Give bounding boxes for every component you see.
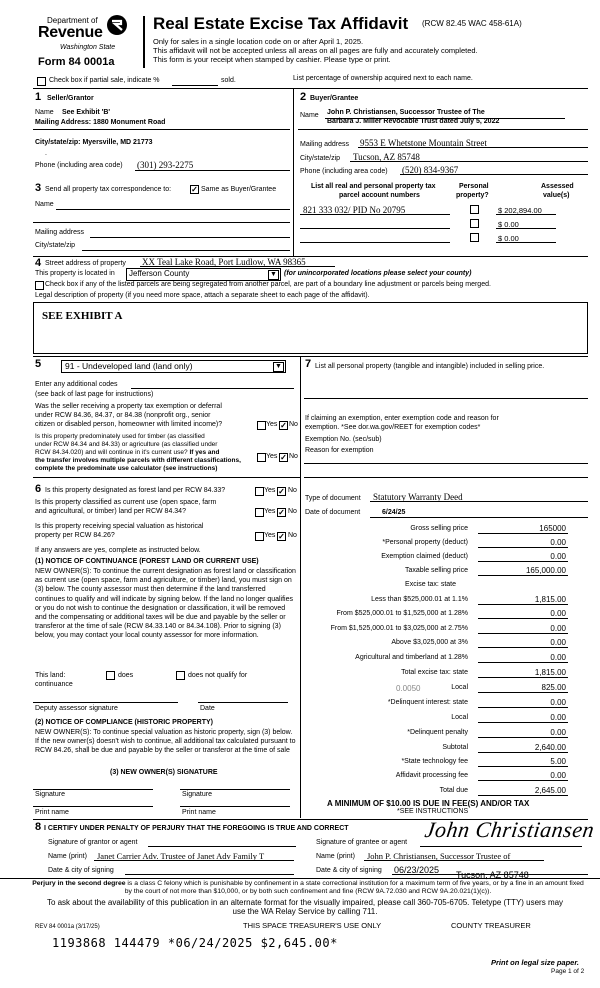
tax-value-taxable[interactable]: 165,000.00 — [525, 566, 566, 575]
s6-q2-a: Is this property classified as current use (open space, farm — [35, 499, 217, 506]
tax-value-line — [478, 795, 568, 796]
section-6-number: 6 — [35, 483, 42, 495]
deputy-label: Deputy assessor signature — [35, 705, 118, 712]
sec3-name-line — [56, 209, 290, 210]
notice-2-body: NEW OWNER(S): To continue special valuation as historic property, sign (3) below. If the new owner(s) doesn't wish to continue, all additional tax calculated pursuant to RCW 84.26, shall be due and payable by the seller or transferor at the time of sale — [35, 729, 296, 755]
buyer-phone[interactable]: (520) 834-9367 — [402, 165, 459, 175]
header-line-2: This affidavit will not be accepted unless all areas on all pages are fully and accurately completed. — [153, 46, 478, 55]
sig-line-1 — [33, 789, 153, 790]
grantee-city[interactable]: Tucson, AZ 85748 — [456, 870, 529, 880]
tax-value-line — [478, 692, 568, 693]
buyer-phone-line — [400, 174, 588, 175]
buyer-name-2[interactable]: Barbara J. Miller Revocable Trust dated July 5, 2022 — [327, 118, 500, 125]
sig-label-2: Signature — [182, 791, 212, 798]
header-divider — [143, 16, 145, 68]
tax-label-taxable: Taxable selling price — [404, 567, 468, 574]
tax-value-line — [478, 618, 568, 619]
state-label: Washington State — [60, 44, 116, 51]
tax-value-line — [478, 647, 568, 648]
buyer-mail-label: Mailing address — [300, 141, 350, 148]
name-print-label-2: Name (print) — [316, 853, 355, 860]
tax-value-subtotal[interactable]: 2,640.00 — [534, 743, 566, 752]
tax-label-personal: *Personal property (deduct) — [382, 539, 468, 546]
buyer-name-line-2 — [298, 129, 588, 130]
assessed-line-2 — [496, 228, 556, 229]
s6-q2-no: No — [288, 508, 297, 515]
tax-value-line — [478, 533, 568, 534]
personal-checkbox-1[interactable] — [470, 205, 479, 214]
s6-q3-b: property per RCW 84.26? — [35, 532, 115, 539]
personal-checkbox-3[interactable] — [470, 233, 479, 242]
grantee-date[interactable]: 06/23/2025 — [394, 865, 440, 875]
sec5-rule — [33, 356, 588, 357]
center-divider — [300, 356, 301, 818]
reason-label: Reason for exemption — [305, 447, 374, 454]
sec3-text: Send all property tax correspondence to: — [45, 186, 172, 193]
does-label: does — [118, 672, 134, 679]
grantor-name[interactable]: Janet Carrier Adv. Trustee of Janet Adv Family T — [97, 851, 265, 861]
tax-label-t5: Agricultural and timberland at 1.28% — [355, 654, 468, 661]
tax-value-line — [478, 677, 568, 678]
header-line-3: This form is your receipt when stamped by cashier. Please type or print. — [153, 55, 391, 64]
reason-line-1 — [304, 463, 588, 464]
sec3-mail-label: Mailing address — [35, 229, 85, 236]
tax-value-local2[interactable]: 0.00 — [550, 713, 566, 722]
seller-line — [33, 129, 290, 130]
buyer-mail[interactable]: 9553 E Whetstone Mountain Street — [360, 138, 487, 148]
sec7-line — [304, 398, 588, 399]
seller-phone-label: Phone (including area code) — [35, 162, 123, 169]
exempt-text-1: If claiming an exemption, enter exemption code and reason for — [305, 415, 499, 422]
tax-value-personal[interactable]: 0.00 — [550, 538, 566, 547]
tax-label-delinq_pen: *Delinquent penalty — [407, 729, 468, 736]
s6-q3-no: No — [288, 532, 297, 539]
exempt-no-label: Exemption No. (sec/sub) — [305, 436, 382, 443]
doc-date-line — [370, 517, 588, 518]
tax-value-delinq_pen[interactable]: 0.00 — [550, 728, 566, 737]
does-not-checkbox[interactable] — [176, 671, 185, 680]
deputy-date-line — [198, 702, 288, 703]
seller-city: City/state/zip: Myersville, MD 21773 — [35, 139, 153, 146]
tax-label-exempt: Exemption claimed (deduct) — [381, 553, 468, 560]
doc-date-value[interactable]: 6/24/25 — [382, 509, 406, 516]
date-city-label-2: Date & city of signing — [316, 867, 382, 874]
section-4-number: 4 — [35, 257, 42, 269]
tax-value-t2[interactable]: 0.00 — [550, 609, 566, 618]
seller-phone-line — [135, 170, 290, 171]
treasurer-use: THIS SPACE TREASURER'S USE ONLY — [243, 921, 382, 930]
q1-a: Was the seller receiving a property tax exemption or deferral — [35, 403, 222, 410]
q1-yes-checkbox[interactable] — [257, 421, 266, 430]
buyer-city[interactable]: Tucson, AZ 85748 — [353, 152, 420, 162]
tax-value-t1[interactable]: 1,815.00 — [534, 595, 566, 604]
doc-type-value[interactable]: Statutory Warranty Deed — [373, 492, 463, 502]
parcels-head-2: parcel account numbers — [339, 192, 420, 199]
q2-b: under RCW 84.34 and 84.33) or agriculture (as classified under — [35, 441, 218, 448]
q2-no: No — [289, 453, 298, 460]
date-city-line-2 — [392, 874, 588, 875]
tax-value-line — [478, 547, 568, 548]
tax-label-gross: Gross selling price — [410, 525, 468, 532]
tax-value-line — [478, 633, 568, 634]
partial-sold: sold. — [221, 77, 236, 84]
grantor-name-line — [94, 860, 294, 861]
tax-value-total[interactable]: 2,645.00 — [534, 786, 566, 795]
section-7-number: 7 — [305, 358, 312, 370]
sec4-rule — [33, 256, 588, 257]
s6-q1: Is this property designated as forest land per RCW 84.33? — [45, 487, 226, 494]
buyer-name-1[interactable]: John P. Christiansen, Successor Trustee of The — [327, 109, 485, 116]
parcel-line-1 — [300, 214, 450, 215]
form-rcw: (RCW 82.45 WAC 458-61A) — [422, 19, 522, 28]
notice-2-head: (2) NOTICE OF COMPLIANCE (HISTORIC PROPERTY) — [35, 719, 213, 726]
form-title: Real Estate Excise Tax Affidavit — [153, 14, 409, 33]
tax-value-line — [478, 707, 568, 708]
section-5-number: 5 — [35, 358, 42, 370]
s6-q3-yes-checkbox[interactable] — [255, 532, 264, 541]
dept-label: Department of — [47, 16, 98, 25]
grantee-signature: John Christiansen — [423, 817, 597, 842]
parcels-head-1: List all real and personal property tax — [311, 183, 436, 190]
partial-sale-label: Check box if partial sale, indicate % — [49, 77, 160, 84]
segregated-checkbox[interactable] — [35, 281, 44, 290]
q1-yes: Yes — [266, 421, 278, 428]
legal-size-note: Print on legal size paper. — [491, 958, 579, 967]
buyer-city-line — [350, 161, 588, 162]
see-instructions: *SEE INSTRUCTIONS — [397, 808, 469, 815]
name-print-label-1: Name (print) — [48, 853, 87, 860]
street-value[interactable]: XX Teal Lake Road, Port Ludlow, WA 98365 — [142, 257, 306, 267]
rev-number: REV 84 0001a (3/17/25) — [35, 924, 100, 930]
county-select[interactable] — [126, 268, 281, 281]
tax-value-local[interactable]: 825.00 — [541, 683, 566, 692]
tax-value-delinq_int[interactable]: 0.00 — [550, 698, 566, 707]
print-line-2 — [180, 806, 290, 807]
notice-3-head: (3) NEW OWNER(S) SIGNATURE — [110, 769, 218, 776]
segregated-label: Check box if any of the listed parcels are being segregated from another parcel, are part of a boundary line adjustment or parcels being merged. — [45, 281, 491, 288]
land-use-value: 91 - Undeveloped land (land only) — [65, 361, 193, 371]
q1-no-checkbox[interactable]: ✓ — [280, 421, 287, 430]
s6-q2-yes: Yes — [264, 508, 276, 515]
s6-ifany: If any answers are yes, complete as instructed below. — [35, 547, 201, 554]
deputy-line — [33, 702, 178, 703]
certify-text: I CERTIFY UNDER PENALTY OF PERJURY THAT THE FOREGOING IS TRUE AND CORRECT — [44, 825, 349, 832]
reason-line-2 — [304, 477, 588, 478]
county-treasurer: COUNTY TREASURER — [451, 921, 531, 930]
tax-value-line — [478, 575, 568, 576]
county-value: Jefferson County — [129, 269, 190, 278]
partial-sale-checkbox[interactable] — [37, 77, 46, 86]
date-city-label-1: Date & city of signing — [48, 867, 114, 874]
does-not-label: does not qualify for — [188, 672, 248, 679]
this-land-label: This land: — [35, 672, 66, 679]
street-label: Street address of property — [45, 260, 126, 267]
assessed-line-1 — [496, 214, 556, 215]
tax-label-subtotal: Subtotal — [442, 744, 468, 751]
tax-label-local2: Local — [451, 714, 468, 721]
s6-q1-no-checkbox[interactable]: ✓ — [278, 487, 285, 496]
q1-no: No — [289, 421, 298, 428]
land-use-select[interactable] — [61, 360, 286, 373]
tax-value-tech[interactable]: 5.00 — [550, 757, 566, 766]
q2-a: Is this property predominately used for timber (as classified — [35, 433, 205, 440]
doc-date-label: Date of document — [305, 509, 361, 516]
s6-q2-b: and agricultural, or timber) land per RCW 84.34? — [35, 508, 186, 515]
q1-b: under RCW 84.36, 84.37, or 84.38 (nonprofit org., senior — [35, 412, 211, 419]
buyer-mail-line — [358, 147, 588, 148]
tax-value-line — [478, 752, 568, 753]
same-as-buyer-checkbox[interactable]: ✓ — [191, 185, 198, 194]
deputy-date-label: Date — [200, 705, 215, 712]
legal-label: Legal description of property (if you need more space, attach a separate sheet to each page of the affidavit). — [35, 292, 370, 299]
receipt-stamp: 1193868 144479 *06/24/2025 $2,645.00* — [52, 936, 338, 950]
parcel-line-3 — [300, 242, 450, 243]
header-line-1: Only for sales in a single location code on or after April 1, 2025. — [153, 37, 364, 46]
notice-1-body: NEW OWNER(S): To continue the current designation as forest land or classification as current use (open space, farm and agriculture, or timber) land, you must sign on (3) below. The county assessor must then determine if the land transferred continues to qualify and will indicate by signing below. If the land no longer qualifies or you do not wish to continue the designation or classification, it will be removed and the compensating or additional taxes will be due and payable by the seller or transferor at the time of sale (RCW 84.33.140 or 84.34.108). Prior to signing (3) below, you may contact your local county assessor for more information. — [35, 568, 296, 640]
tax-value-line — [478, 604, 568, 605]
buyer-phone-label: Phone (including area code) — [300, 168, 388, 175]
sec3-city-line — [82, 250, 290, 251]
sec7-text: List all personal property (tangible and intangible) included in selling price. — [315, 363, 545, 370]
s6-q3-no-checkbox[interactable]: ✓ — [278, 532, 285, 541]
personal-head-2: property? — [456, 192, 489, 199]
revenue-logo-text: Revenue — [38, 24, 103, 41]
doc-type-label: Type of document — [305, 495, 361, 502]
assessed-value-3[interactable]: $ 0.00 — [498, 234, 519, 243]
sig-grantor-line — [148, 846, 296, 847]
q2-no-checkbox[interactable]: ✓ — [280, 453, 287, 462]
tax-value-line — [478, 722, 568, 723]
tax-value-line — [478, 561, 568, 562]
s6-q1-yes: Yes — [264, 487, 276, 494]
exempt-text-2: exemption. *See dor.wa.gov/REET for exemption codes* — [305, 424, 481, 431]
sec3-extra-line — [33, 222, 290, 223]
section-3-number: 3 — [35, 182, 42, 194]
tax-value-t3[interactable]: 0.00 — [550, 624, 566, 633]
assessed-head-2: value(s) — [543, 192, 570, 199]
same-as-buyer-label: Same as Buyer/Grantee — [201, 186, 277, 193]
tax-label-affidavit: Affidavit processing fee — [395, 772, 468, 779]
s6-q3-yes: Yes — [264, 532, 276, 539]
perjury-text: Perjury in the second degree is a class C felony which is punishable by confinement in a state correctional institution for a maximum term of five years, or by a fine in an amount fixed by the court of not more than $10,000, or by both such confinement and fine (RCW 9A.72.030 and RCW 9A.20.021(1)(c)). — [32, 880, 584, 895]
does-checkbox[interactable] — [106, 671, 115, 680]
s6-q1-no: No — [288, 487, 297, 494]
q1-c: citizen or disabled person, homeowner with limited income)? — [35, 421, 223, 428]
print-label-2: Print name — [182, 809, 216, 816]
tax-value-affidavit[interactable]: 0.00 — [550, 771, 566, 780]
tax-value-gross[interactable]: 165000 — [539, 524, 566, 533]
footer-rule — [0, 878, 600, 879]
q2-yes-checkbox[interactable] — [257, 453, 266, 462]
sig-grantee-line — [420, 846, 582, 847]
partial-percent-line — [172, 85, 218, 86]
tax-value-total_state[interactable]: 1,815.00 — [534, 668, 566, 677]
revenue-logo-icon — [106, 14, 128, 36]
tax-label-t3: From $1,525,000.01 to $3,025,000 at 2.75% — [330, 625, 468, 632]
codes-note: (see back of last page for instructions) — [35, 391, 154, 398]
street-line — [140, 266, 335, 267]
tax-value-t5[interactable]: 0.00 — [550, 653, 566, 662]
codes-label: Enter any additional codes — [35, 381, 118, 388]
seller-mailing: Mailing Address: 1880 Monument Road — [35, 119, 166, 126]
sig-grantor-label: Signature of grantor or agent — [48, 839, 138, 846]
assessed-line-3 — [496, 242, 556, 243]
tax-value-t4[interactable]: 0.00 — [550, 638, 566, 647]
q2-d: the transfer involves multiple parcels with different classifications, — [35, 457, 241, 464]
sec3-mail-line — [90, 237, 290, 238]
doc-type-line — [370, 501, 588, 502]
tax-label-excise_head: Excise tax: state — [405, 581, 456, 588]
seller-heading: Seller/Grantor — [47, 95, 94, 102]
seller-name-label: Name — [35, 109, 54, 116]
sec6-rule — [33, 477, 300, 478]
center-divider-top — [293, 88, 294, 256]
chevron-down-icon: ▼ — [268, 270, 279, 280]
grantee-name-line — [364, 860, 544, 861]
personal-head-1: Personal — [459, 183, 489, 190]
tax-value-exempt[interactable]: 0.00 — [550, 552, 566, 561]
q2-yes: Yes — [266, 453, 278, 460]
tax-label-total: Total due — [439, 787, 468, 794]
notice-1-head: (1) NOTICE OF CONTINUANCE (FOREST LAND OR CURRENT USE) — [35, 558, 259, 565]
assessed-head-1: Assessed — [541, 183, 574, 190]
tax-label-t2: From $525,000.01 to $1,525,000 at 1.28% — [336, 610, 468, 617]
tax-label-tech: *State technology fee — [401, 758, 468, 765]
legal-value: SEE EXHIBIT A — [42, 310, 123, 322]
tax-label-delinq_int: *Delinquent interest: state — [387, 699, 468, 706]
s6-q1-yes-checkbox[interactable] — [255, 487, 264, 496]
sig-line-2 — [180, 789, 290, 790]
date-city-line-1 — [125, 874, 294, 875]
tax-value-line — [478, 662, 568, 663]
tax-label-t1: Less than $525,000.01 at 1.1% — [371, 596, 468, 603]
seller-dot: . — [45, 150, 47, 157]
top-rule — [33, 88, 588, 89]
parcel-line-2 — [300, 228, 450, 229]
s6-q2-no-checkbox[interactable]: ✓ — [278, 508, 285, 517]
personal-checkbox-2[interactable] — [470, 219, 479, 228]
section-8-number: 8 — [35, 821, 42, 833]
chevron-down-icon: ▼ — [273, 362, 284, 372]
print-line-1 — [33, 806, 153, 807]
located-label: This property is located in — [35, 270, 115, 277]
ownership-note: List percentage of ownership acquired next to each name. — [293, 75, 473, 82]
sec3-city-label: City/state/zip — [35, 242, 76, 249]
tax-value-line — [478, 766, 568, 767]
buyer-heading: Buyer/Grantee — [310, 95, 359, 102]
buyer-city-label: City/state/zip — [300, 155, 341, 162]
section-1-number: 1 — [35, 91, 42, 103]
sig-grantee-label: Signature of grantee or agent — [316, 839, 408, 846]
tax-value-line — [478, 780, 568, 781]
tax-label-t4: Above $3,025,000 at 3% — [391, 639, 468, 646]
minimum-notice: A MINIMUM OF $10.00 IS DUE IN FEE(S) AND/OR TAX — [327, 799, 530, 808]
local-rate[interactable]: 0.0050 — [396, 684, 421, 693]
sig-label-1: Signature — [35, 791, 65, 798]
q2-c: RCW 84.34.020) and will continue in it's current use? If yes and — [35, 449, 220, 456]
q2-e: complete the predominate use calculator (see instructions) — [35, 465, 218, 472]
seller-name: See Exhibit 'B' — [62, 109, 111, 116]
page-number: Page 1 of 2 — [551, 968, 585, 975]
continuance-label: continuance — [35, 681, 73, 688]
tax-value-line — [478, 737, 568, 738]
form-number: Form 84 0001a — [38, 56, 115, 68]
parcel-row-1[interactable]: 821 333 032/ PID No 20795 — [303, 205, 406, 215]
tax-label-local: Local — [451, 684, 468, 691]
s6-q3-a: Is this property receiving special valuation as historical — [35, 523, 204, 530]
alternate-format: To ask about the availability of this publication in an alternate format for the visually impaired, please call 360-705-6705. Teletype (TTY) users may use the WA Relay Service by calling 711. — [46, 898, 564, 916]
codes-line — [131, 388, 294, 389]
buyer-name-label: Name — [300, 112, 319, 119]
assessed-value-2[interactable]: $ 0.00 — [498, 220, 519, 229]
uninc-note: (for unincorporated locations please select your county) — [284, 270, 472, 277]
s6-q2-yes-checkbox[interactable] — [255, 508, 264, 517]
sec3-name-label: Name — [35, 201, 54, 208]
grantee-name[interactable]: John P. Christiansen, Successor Trustee of — [367, 851, 511, 861]
assessed-value-1[interactable]: $ 202,894.00 — [498, 206, 542, 215]
section-2-number: 2 — [300, 91, 307, 103]
tax-label-total_state: Total excise tax: state — [401, 669, 468, 676]
seller-phone[interactable]: (301) 293-2275 — [137, 160, 194, 170]
print-label-1: Print name — [35, 809, 69, 816]
